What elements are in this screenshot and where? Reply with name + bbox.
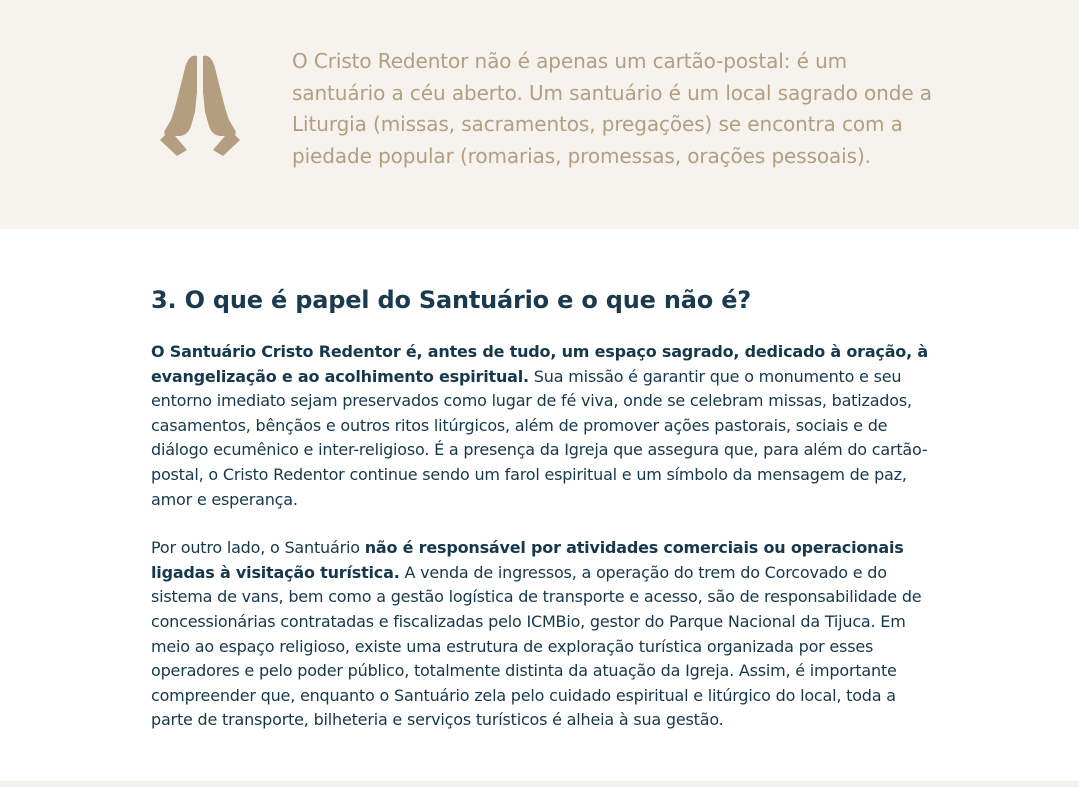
praying-hands-icon: [157, 52, 243, 158]
section-content: [151, 284, 941, 733]
paragraph-not-role-body: A venda de ingressos, a operação do trem do Corcovado e do sistema de vans, bem como a gestão logística de transporte e acesso, são de responsabilidade de concessionárias contratadas e fiscalizadas pelo ICMBio, gestor do Parque Nacional da Tijuca. Em meio ao espaço religioso, existe uma estrutura de exploração turística organizada por esses operadores e pelo poder público, totalmente distinta da atuação da Igreja. Assim, é importante compreender que, enquanto o Santuário zela pelo cuidado espiritual e litúrgico do local, toda a parte de transporte, bilheteria e serviços turísticos é alheia à sua gestão.: [151, 562, 922, 730]
paragraph-role: [151, 340, 941, 512]
quote-text: O Cristo Redentor não é apenas um cartão-postal: é um santuário a céu aberto. Um santuário é um local sagrado onde a Liturgia (missas, sacramentos, pregações) se encontra com a piedade popular (romarias, promessas, orações pessoais).: [292, 49, 932, 168]
section-title: 3. O que é papel do Santuário e o que não é?: [151, 286, 752, 314]
paragraph-role-emphasis: O Santuário Cristo Redentor é, antes de tudo, um espaço sagrado, dedicado à oração, à evangelização e ao acolhimento espiritual.: [151, 342, 928, 386]
paragraph-role-body: Sua missão é garantir que o monumento e seu entorno imediato sejam preservados como lugar de fé viva, onde se celebram missas, batizados, casamentos, bênçãos e outros ritos litúrgicos, além de promover ações pastorais, sociais e de diálogo ecumênico e inter-religioso. É a presença da Igreja que assegura que, para além do cartão-postal, o Cristo Redentor continue sendo um farol espiritual e um símbolo da mensagem de paz, amor e esperança.: [151, 366, 928, 509]
paragraph-not-role: [151, 536, 941, 733]
footer-divider: [0, 781, 1079, 787]
quote-band: [0, 0, 1079, 229]
paragraph-not-role-intro: Por outro lado, o Santuário: [151, 538, 365, 558]
paragraph-not-role-emphasis: não é responsável por atividades comerciais ou operacionais ligadas à visitação turística.: [151, 538, 904, 582]
